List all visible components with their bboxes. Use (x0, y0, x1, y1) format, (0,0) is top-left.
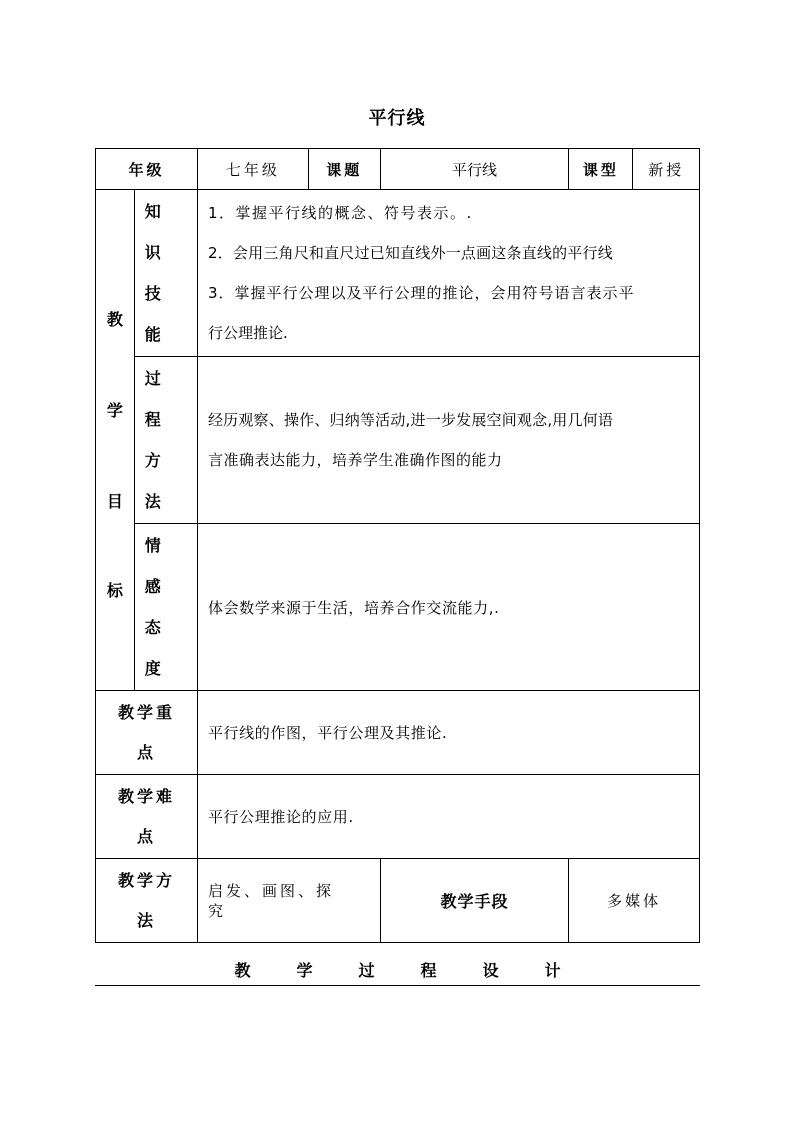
knowledge-label (134, 190, 197, 357)
means-label: 教学手段 (380, 859, 568, 943)
process-label-char: 过 (144, 369, 161, 388)
type-value: 新授 (633, 149, 700, 190)
knowledge-row (96, 190, 700, 357)
emotion-label-char: 度 (144, 659, 161, 678)
process-label-char: 方 (144, 451, 161, 470)
knowledge-line: 3．掌握平行公理以及平行公理的推论，会用符号语言表示平 (207, 284, 635, 302)
grade-label: 年级 (96, 149, 198, 190)
lesson-plan-table (95, 148, 700, 943)
knowledge-content (197, 190, 699, 357)
knowledge-line: 1．掌握平行线的概念、符号表示。. (207, 204, 473, 222)
knowledge-label-char: 识 (144, 243, 161, 262)
emotion-label-char: 情 (144, 536, 161, 555)
knowledge-label-char: 能 (144, 325, 161, 344)
knowledge-line: 行公理推论. (207, 324, 288, 342)
process-design-heading (95, 953, 700, 986)
means-value: 多媒体 (569, 859, 700, 943)
emotion-label-char: 态 (144, 618, 161, 637)
methods-row (96, 859, 700, 943)
process-label-char: 法 (144, 492, 161, 511)
heading-char: 设 (482, 960, 499, 980)
objectives-label-char: 学 (106, 401, 123, 420)
emotion-label-char: 感 (144, 577, 161, 596)
difficulties-row (96, 775, 700, 859)
page-title: 平行线 (368, 108, 426, 129)
emotion-row (96, 524, 700, 691)
knowledge-line: 2．会用三角尺和直尺过已知直线外一点画这条直线的平行线 (207, 244, 613, 262)
objectives-label-char: 目 (106, 492, 123, 511)
type-label: 课型 (569, 149, 633, 190)
difficulties-label-line1: 教学难 (117, 786, 175, 806)
methods-text-line1: 启发、画图、探 (207, 881, 334, 900)
heading-char: 教 (234, 960, 251, 980)
key-points-label-line1: 教学重 (117, 702, 175, 722)
emotion-content (197, 524, 699, 691)
heading-char: 学 (296, 960, 313, 980)
key-points-text: 平行线的作图，平行公理及其推论. (207, 724, 448, 742)
knowledge-label-char: 技 (144, 284, 161, 303)
key-points-row (96, 691, 700, 775)
objectives-label-char: 教 (106, 310, 123, 329)
difficulties-label-line2: 点 (136, 826, 156, 846)
process-row (96, 357, 700, 524)
objectives-label (96, 190, 135, 691)
key-points-label-line2: 点 (136, 742, 156, 762)
methods-text-line2: 究 (207, 901, 226, 920)
topic-value: 平行线 (380, 149, 568, 190)
methods-label-line2: 法 (136, 910, 156, 930)
methods-content (197, 859, 380, 943)
emotion-label (134, 524, 197, 691)
topic-label: 课题 (308, 149, 380, 190)
difficulties-label (96, 775, 198, 859)
process-line: 经历观察、操作、归纳等活动,进一步发展空间观念,用几何语 (207, 411, 614, 429)
objectives-label-char: 标 (106, 581, 123, 600)
heading-char: 计 (544, 960, 561, 980)
heading-char: 过 (358, 960, 375, 980)
header-row (96, 149, 700, 190)
difficulties-text: 平行公理推论的应用. (207, 808, 354, 826)
key-points-label (96, 691, 198, 775)
knowledge-label-char: 知 (144, 202, 161, 221)
process-label-char: 程 (144, 410, 161, 429)
difficulties-content (197, 775, 699, 859)
methods-label (96, 859, 198, 943)
process-line: 言准确表达能力，培养学生准确作图的能力 (207, 451, 503, 469)
process-content (197, 357, 699, 524)
heading-char: 程 (420, 960, 437, 980)
emotion-text: 体会数学来源于生活，培养合作交流能力,. (207, 598, 500, 617)
key-points-content (197, 691, 699, 775)
grade-value: 七年级 (197, 149, 308, 190)
methods-label-line1: 教学方 (117, 870, 175, 890)
process-label (134, 357, 197, 524)
